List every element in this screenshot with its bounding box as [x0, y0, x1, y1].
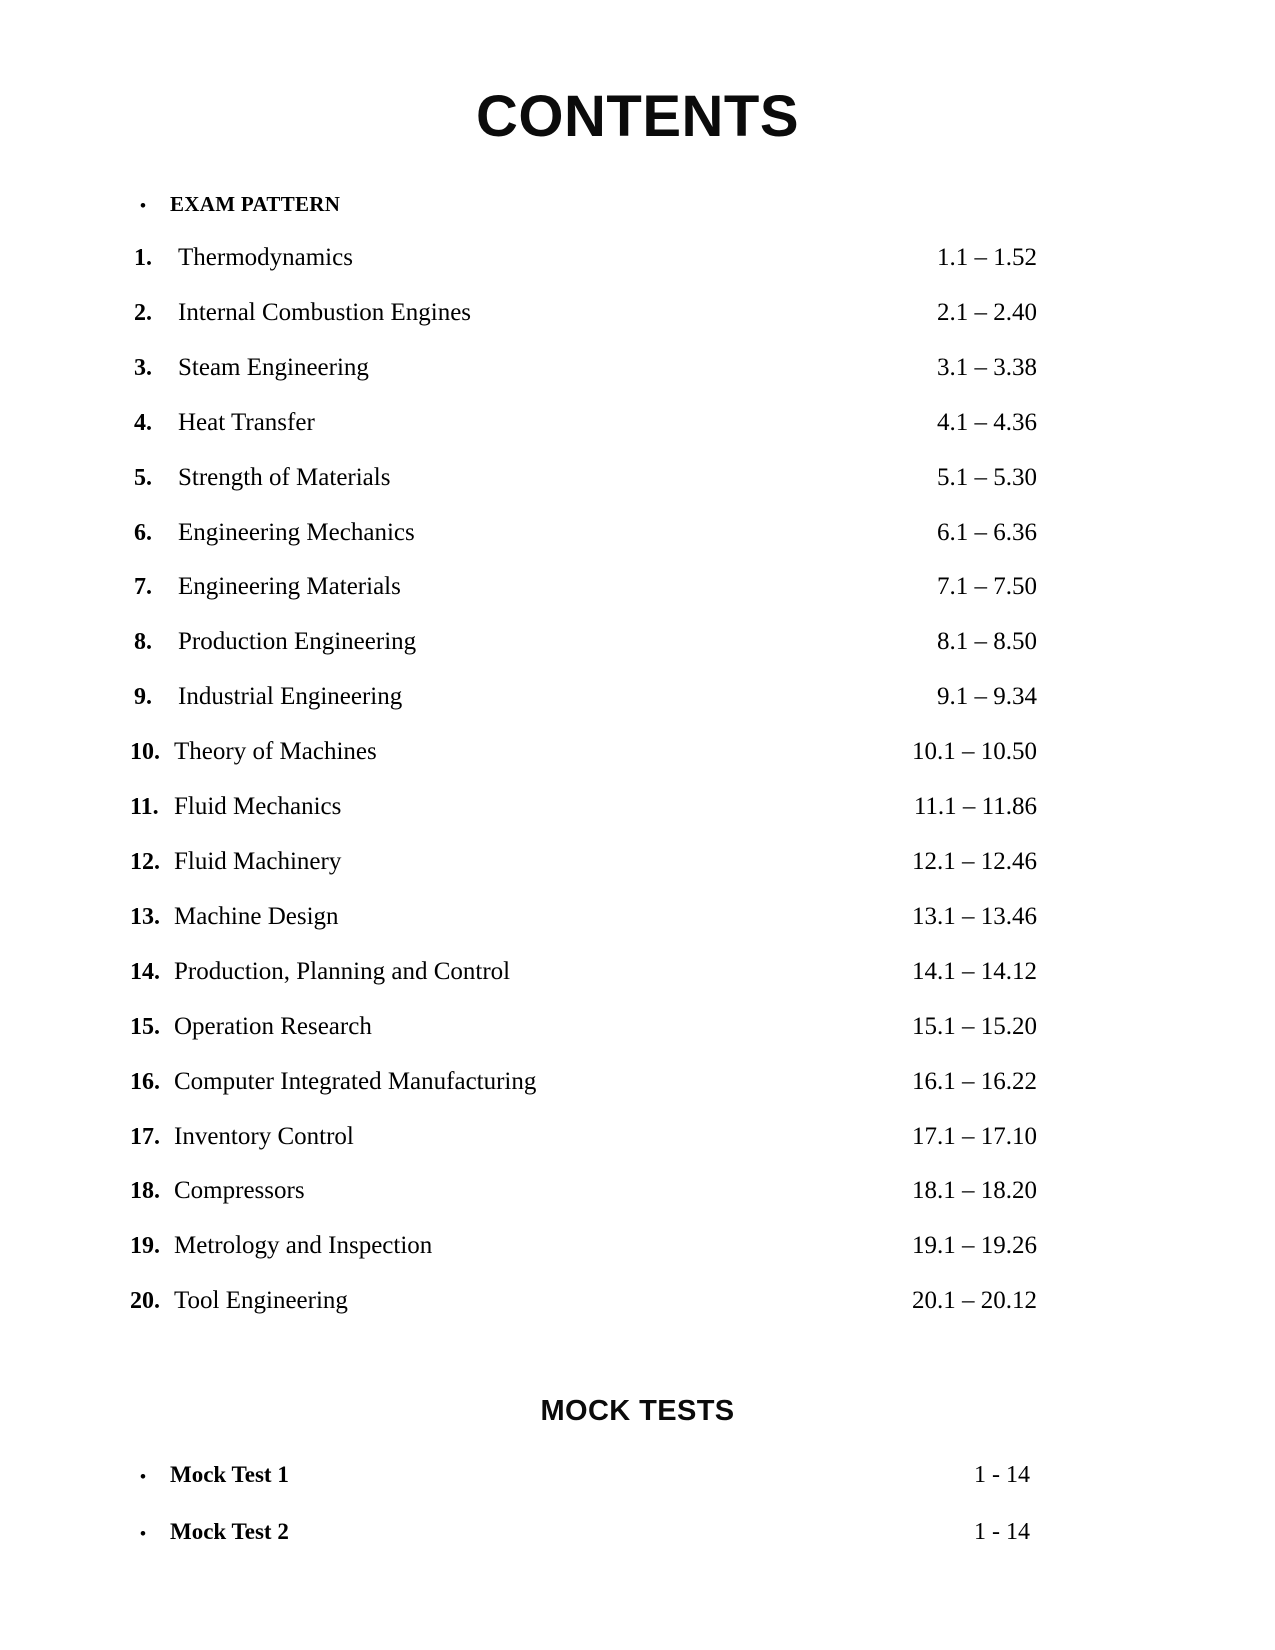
- toc-entry-pages: 17.1 – 17.10: [912, 1122, 1037, 1150]
- toc-entry-pages: 19.1 – 19.26: [912, 1232, 1037, 1260]
- toc-entry-pages: 13.1 – 13.46: [912, 902, 1037, 930]
- toc-entry-number: 20.: [130, 1288, 160, 1315]
- toc-entry[interactable]: [0, 1013, 1275, 1041]
- bullet-icon: •: [140, 196, 147, 215]
- toc-entry-title: Theory of Machines: [174, 738, 377, 766]
- toc-entry-title: Fluid Machinery: [174, 847, 342, 875]
- toc-entry-number: 10.: [130, 739, 160, 766]
- exam-pattern-entry[interactable]: [0, 192, 1275, 217]
- toc-entry-number: 11.: [130, 794, 159, 821]
- toc-entry-number: 17.: [130, 1123, 160, 1150]
- toc-entry-title: Strength of Materials: [178, 463, 391, 491]
- mock-test-pages: 1 - 14: [974, 1519, 1030, 1546]
- toc-entry-title: Computer Integrated Manufacturing: [174, 1067, 537, 1095]
- mock-test-entry[interactable]: [0, 1462, 1275, 1489]
- toc-entry-number: 8.: [134, 629, 152, 656]
- toc-entry-number: 18.: [130, 1178, 160, 1205]
- toc-entry[interactable]: [0, 848, 1275, 876]
- toc-entry-pages: 16.1 – 16.22: [912, 1067, 1037, 1095]
- mock-tests-heading: MOCK TESTS: [540, 1395, 735, 1428]
- toc-entry-number: 5.: [134, 464, 152, 491]
- toc-entry-pages: 6.1 – 6.36: [937, 518, 1037, 546]
- toc-entry-number: 7.: [134, 574, 152, 601]
- toc-entry-title: Internal Combustion Engines: [178, 298, 472, 326]
- toc-entry[interactable]: [0, 354, 1275, 382]
- toc-entry-title: Thermodynamics: [178, 244, 353, 271]
- toc-entry-pages: 7.1 – 7.50: [937, 573, 1037, 601]
- toc-entry-pages: 12.1 – 12.46: [912, 847, 1037, 875]
- toc-entry-number: 16.: [130, 1068, 160, 1095]
- toc-entry-title: Production Engineering: [178, 628, 417, 656]
- toc-entry[interactable]: [0, 1232, 1275, 1260]
- mock-test-label: Mock Test 1: [170, 1462, 289, 1488]
- toc-entry[interactable]: [0, 683, 1275, 711]
- toc-entry-number: 15.: [130, 1013, 160, 1040]
- toc-entry-pages: 2.1 – 2.40: [937, 298, 1037, 326]
- toc-entry-title: Engineering Materials: [178, 573, 401, 601]
- toc-entry-number: 9.: [134, 684, 152, 711]
- toc-entry-title: Tool Engineering: [174, 1287, 348, 1315]
- toc-entry-title: Metrology and Inspection: [174, 1232, 433, 1260]
- mock-tests-list: [0, 1462, 1275, 1546]
- toc-entry-number: 19.: [130, 1233, 160, 1260]
- toc-entry-title: Operation Research: [174, 1012, 372, 1040]
- toc-entry[interactable]: [0, 793, 1275, 821]
- toc-entry-pages: 15.1 – 15.20: [912, 1012, 1037, 1040]
- toc-entry-number: 12.: [130, 848, 160, 875]
- toc-entry-title: Production, Planning and Control: [174, 957, 511, 985]
- toc-entry-number: 6.: [134, 519, 152, 546]
- toc-entry-number: 13.: [130, 903, 160, 930]
- mock-test-entry[interactable]: [0, 1519, 1275, 1546]
- toc-entry-pages: 20.1 – 20.12: [912, 1287, 1037, 1315]
- toc-entry[interactable]: [0, 1177, 1275, 1205]
- toc-entry-pages: 3.1 – 3.38: [937, 353, 1037, 381]
- toc-entry-title: Steam Engineering: [178, 353, 369, 381]
- table-of-contents-list: [0, 244, 1275, 1315]
- toc-entry-title: Heat Transfer: [178, 408, 315, 436]
- mock-test-pages: 1 - 14: [974, 1462, 1030, 1489]
- toc-entry[interactable]: [0, 1123, 1275, 1151]
- toc-entry-number: 3.: [134, 354, 152, 381]
- toc-entry-number: 1.: [134, 245, 152, 271]
- exam-pattern-label: EXAM PATTERN: [170, 192, 341, 216]
- toc-entry[interactable]: [0, 299, 1275, 327]
- toc-entry-title: Inventory Control: [174, 1122, 354, 1150]
- toc-entry-pages: 18.1 – 18.20: [912, 1177, 1037, 1205]
- mock-test-label: Mock Test 2: [170, 1519, 289, 1545]
- toc-entry[interactable]: [0, 409, 1275, 437]
- toc-entry[interactable]: [0, 738, 1275, 766]
- toc-entry-pages: 4.1 – 4.36: [937, 408, 1037, 436]
- toc-entry-pages: 10.1 – 10.50: [912, 738, 1037, 766]
- bullet-icon: •: [140, 1524, 146, 1544]
- toc-entry-number: 14.: [130, 958, 160, 985]
- toc-entry-title: Industrial Engineering: [178, 683, 403, 711]
- toc-entry-number: 2.: [134, 299, 152, 326]
- bullet-icon: •: [140, 1467, 146, 1487]
- toc-entry[interactable]: [0, 1287, 1275, 1315]
- toc-entry[interactable]: [0, 464, 1275, 492]
- toc-entry[interactable]: [0, 958, 1275, 986]
- toc-entry-pages: 5.1 – 5.30: [937, 463, 1037, 491]
- toc-entry-title: Machine Design: [174, 902, 339, 930]
- toc-entry-pages: 1.1 – 1.52: [937, 244, 1037, 271]
- toc-entry[interactable]: [0, 519, 1275, 547]
- toc-entry[interactable]: [0, 244, 1275, 272]
- toc-entry[interactable]: [0, 1068, 1275, 1096]
- toc-entry-pages: 11.1 – 11.86: [913, 793, 1037, 821]
- toc-entry-pages: 8.1 – 8.50: [937, 628, 1037, 656]
- toc-entry-pages: 14.1 – 14.12: [912, 957, 1037, 985]
- toc-entry-title: Compressors: [174, 1177, 305, 1205]
- toc-entry[interactable]: [0, 903, 1275, 931]
- toc-entry-title: Fluid Mechanics: [174, 793, 342, 821]
- toc-entry-title: Engineering Mechanics: [178, 518, 415, 546]
- page-title: CONTENTS: [476, 84, 799, 149]
- toc-entry-pages: 9.1 – 9.34: [937, 683, 1037, 711]
- toc-entry[interactable]: [0, 573, 1275, 601]
- toc-entry[interactable]: [0, 628, 1275, 656]
- toc-entry-number: 4.: [134, 409, 152, 436]
